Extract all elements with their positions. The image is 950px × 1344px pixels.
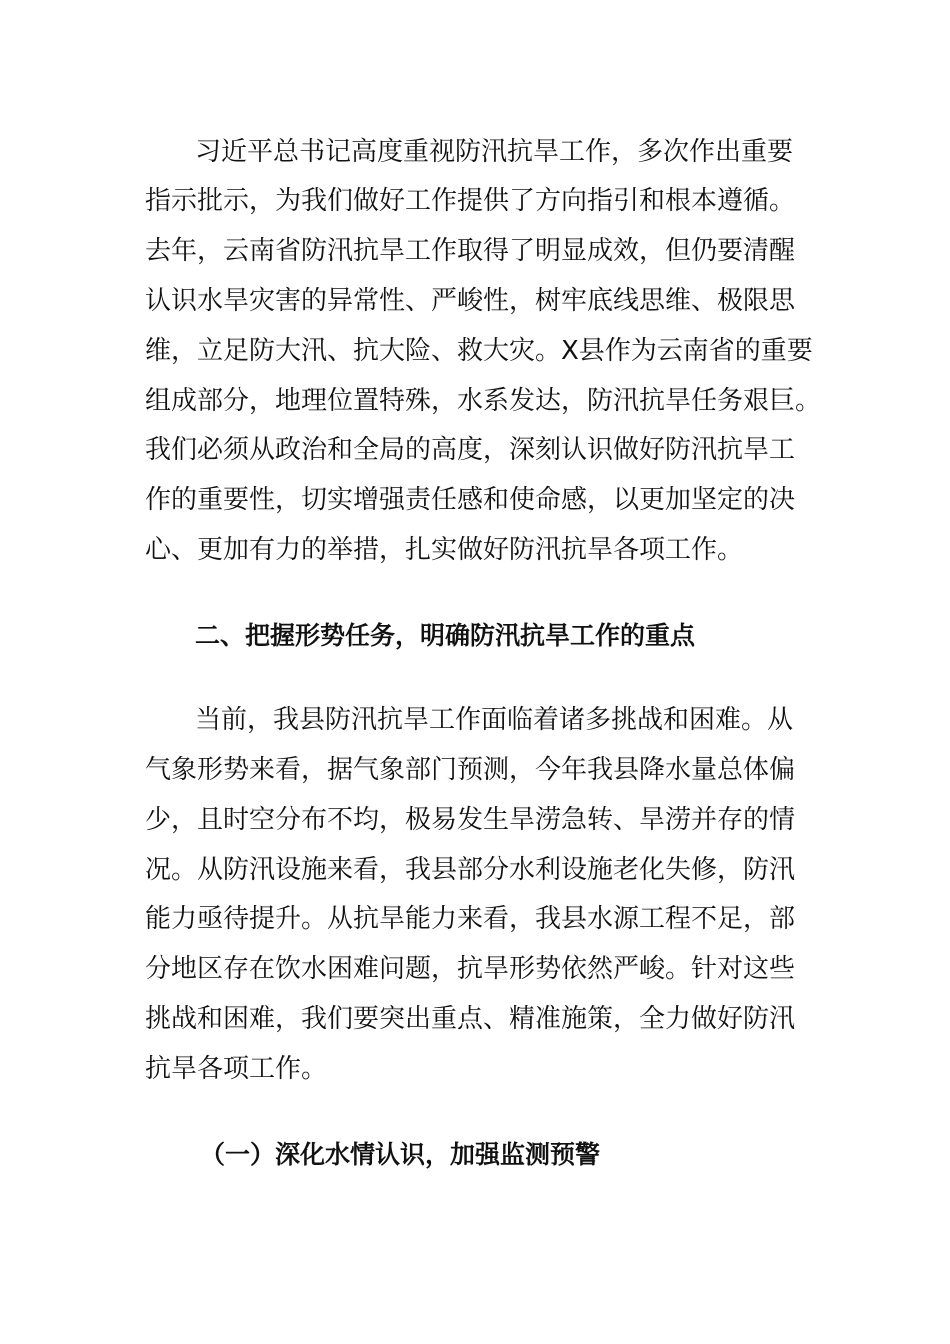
subsection-heading: （一）深化水情认识，加强监测预警 [200,1140,601,1169]
paragraph-line: 维，立足防大汛、抗大险、救大灾。X县作为云南省的重要 [145,336,813,366]
paragraph-line: 能力亟待提升。从抗旱能力来看，我县水源工程不足，部 [145,904,796,934]
paragraph-line: 气象形势来看，据气象部门预测，今年我县降水量总体偏 [145,755,796,785]
paragraph-line: 分地区存在饮水困难问题，抗旱形势依然严峻。针对这些 [145,954,796,984]
paragraph-line: 抗旱各项工作。 [145,1054,328,1084]
paragraph-line: 当前，我县防汛抗旱工作面临着诸多挑战和困难。从 [195,705,794,735]
paragraph-line: 作的重要性，切实增强责任感和使命感，以更加坚定的决 [145,485,796,515]
paragraph-line: 认识水旱灾害的异常性、严峻性，树牢底线思维、极限思 [145,286,796,316]
paragraph-line: 况。从防汛设施来看，我县部分水利设施老化失修，防汛 [145,855,796,885]
paragraph-line: 我们必须从政治和全局的高度，深刻认识做好防汛抗旱工 [145,435,796,465]
paragraph-line: 挑战和困难，我们要突出重点、精准施策，全力做好防汛 [145,1004,796,1034]
paragraph-line: 组成部分，地理位置特殊，水系发达，防汛抗旱任务艰巨。 [145,386,822,416]
paragraph-line: 去年，云南省防汛抗旱工作取得了明显成效，但仍要清醒 [145,236,796,266]
paragraph-line: 习近平总书记高度重视防汛抗旱工作，多次作出重要 [195,137,794,167]
paragraph-line: 指示批示，为我们做好工作提供了方向指引和根本遵循。 [145,186,796,216]
paragraph-line: 心、更加有力的举措，扎实做好防汛抗旱各项工作。 [145,535,744,565]
section-heading: 二、把握形势任务，明确防汛抗旱工作的重点 [195,621,696,650]
paragraph-line: 少，且时空分布不均，极易发生旱涝急转、旱涝并存的情 [145,805,796,835]
